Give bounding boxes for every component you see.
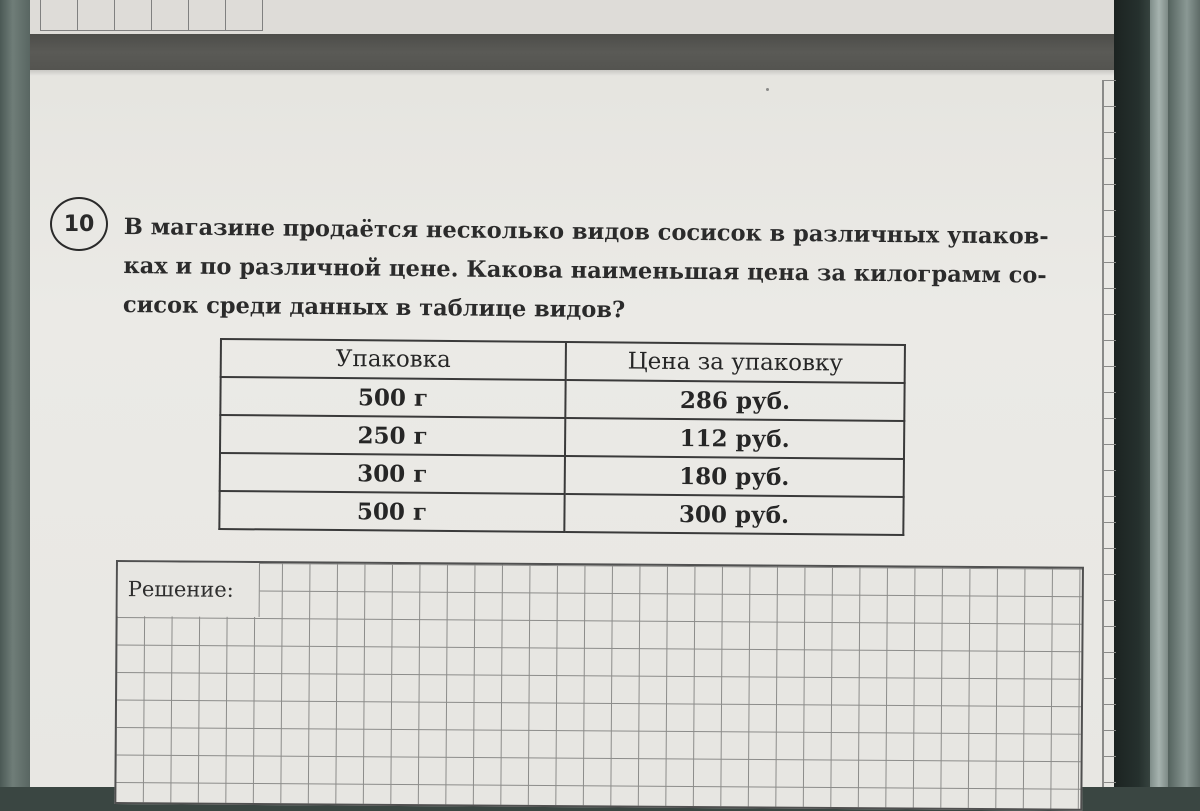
solution-label: Решение: xyxy=(118,562,260,617)
question-line: В магазине продаётся несколько видов сосисок в различных упаков- xyxy=(123,213,1049,250)
question-line: сисок среди данных в таблице видов? xyxy=(122,291,626,324)
package-cell: 300 г xyxy=(220,453,565,494)
price-cell: 300 руб. xyxy=(564,494,903,535)
price-cell: 180 руб. xyxy=(565,456,904,497)
table-header-row xyxy=(221,339,905,383)
margin-ruler xyxy=(1102,80,1116,787)
previous-answer-grid xyxy=(40,0,263,31)
background-right-strip xyxy=(1150,0,1168,787)
package-cell: 250 г xyxy=(220,415,565,456)
column-header-package: Упаковка xyxy=(221,339,566,380)
column-header-price: Цена за упаковку xyxy=(566,342,905,383)
sausage-price-table xyxy=(218,338,906,536)
question-line: ках и по различной цене. Какова наименьшая цена за килограмм со- xyxy=(123,252,1047,289)
question-number-circle xyxy=(50,197,108,251)
question-text xyxy=(123,208,1090,335)
worksheet-page xyxy=(30,0,1114,787)
price-cell: 286 руб. xyxy=(565,380,904,421)
table-row xyxy=(219,491,903,535)
question-number: 10 xyxy=(63,211,95,237)
paper-speck xyxy=(766,88,769,91)
package-cell: 500 г xyxy=(219,491,564,532)
price-cell: 112 руб. xyxy=(565,418,904,459)
package-cell: 500 г xyxy=(220,377,565,418)
page-divider-band xyxy=(30,34,1114,70)
page-divider-shadow xyxy=(30,70,1114,76)
background-left-edge xyxy=(0,0,32,787)
table-row xyxy=(220,453,904,497)
solution-grid[interactable] xyxy=(114,560,1084,811)
table-row xyxy=(220,415,904,459)
table-row xyxy=(220,377,904,421)
